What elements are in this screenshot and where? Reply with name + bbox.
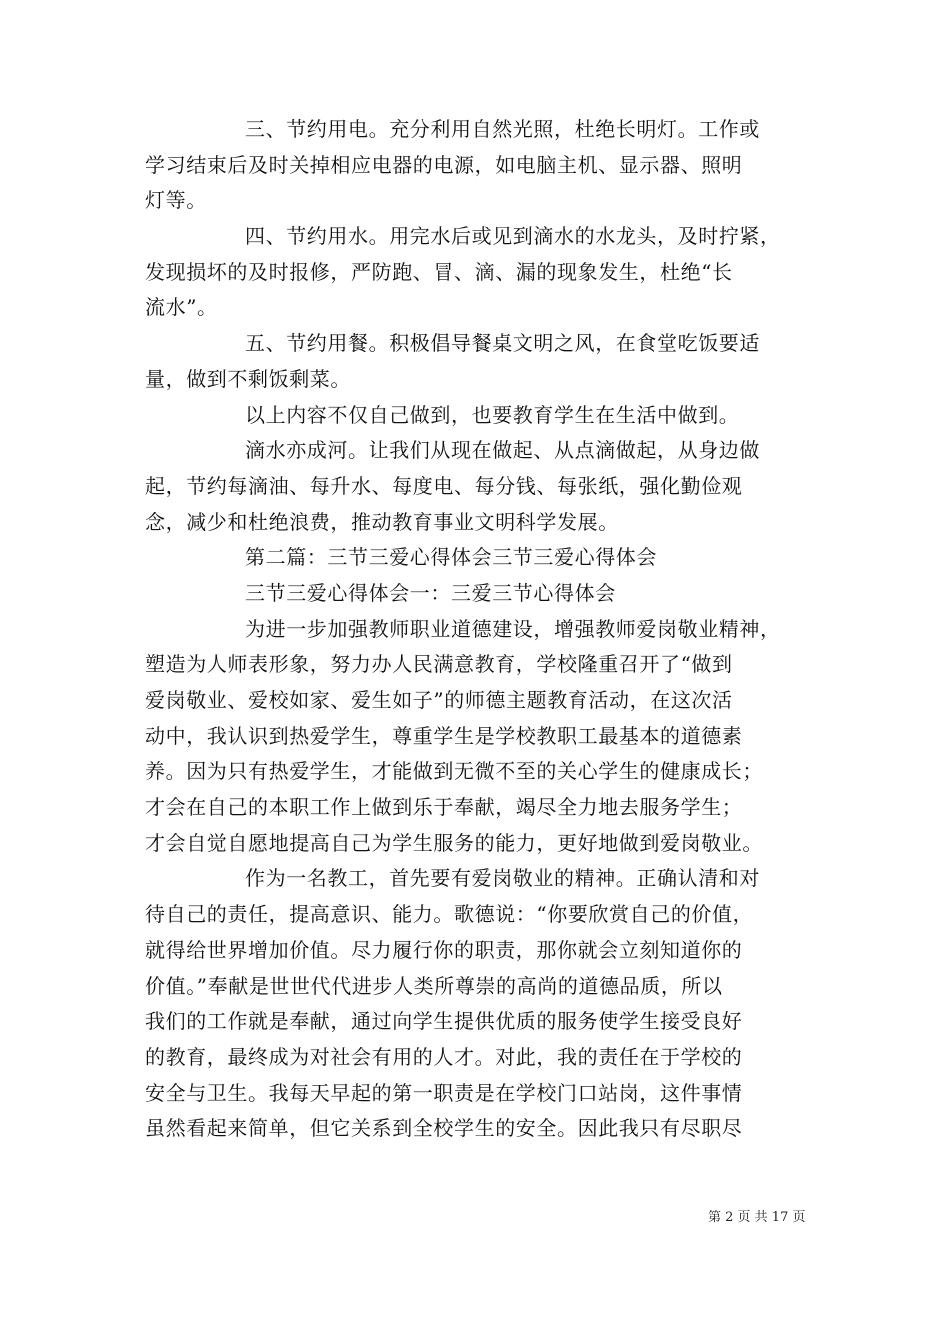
text-line: 灯等。 (145, 188, 207, 213)
text-line: 学习结束后及时关掉相应电器的电源，如电脑主机、显示器、照明 (145, 152, 743, 177)
text-line: 五、节约用餐。积极倡导餐桌文明之风，在食堂吃饭要适 (245, 331, 760, 356)
text-line: 念，减少和杜绝浪费，推动教育事业文明科学发展。 (145, 509, 619, 534)
text-line: 才会自觉自愿地提高自己为学生服务的能力，更好地做到爱岗敬业。 (145, 830, 763, 855)
text-line: 养。因为只有热爱学生，才能做到无微不至的关心学生的健康成长； (145, 759, 763, 784)
text-line: 作为一名教工，首先要有爱岗敬业的精神。正确认清和对 (245, 866, 760, 891)
text-line: 塑造为人师表形象，努力办人民满意教育，学校隆重召开了“做到 (145, 652, 733, 677)
text-line: 爱岗敬业、爱校如家、爱生如子”的师德主题教育活动，在这次活 (145, 688, 733, 712)
text-line: 第二篇：三节三爱心得体会三节三爱心得体会 (245, 545, 657, 570)
document-body (145, 112, 810, 1147)
text-line: 就得给世界增加价值。尽力履行你的职责，那你就会立刻知道你的 (145, 937, 743, 962)
text-line: 起，节约每滴油、每升水、每度电、每分钱、每张纸，强化勤俭观 (145, 473, 743, 498)
text-line: 三节三爱心得体会一：三爱三节心得体会 (245, 580, 616, 605)
text-line: 安全与卫生。我每天早起的第一职责是在学校门口站岗，这件事情 (145, 1080, 743, 1105)
text-line: 待自己的责任，提高意识、能力。歌德说：“你要欣赏自己的价值， (145, 902, 754, 927)
text-line: 四、节约用水。用完水后或见到滴水的水龙头，及时拧紧， (245, 224, 781, 249)
text-line: 的教育，最终成为对社会有用的人才。对此，我的责任在于学校的 (145, 1044, 743, 1069)
text-line: 我们的工作就是奉献，通过向学生提供优质的服务使学生接受良好 (145, 1009, 743, 1034)
text-line: 虽然看起来简单，但它关系到全校学生的安全。因此我只有尽职尽 (145, 1116, 743, 1141)
text-line: 量，做到不剩饭剩菜。 (145, 366, 351, 391)
text-line: 滴水亦成河。让我们从现在做起、从点滴做起，从身边做 (245, 438, 760, 463)
text-line: 流水”。 (145, 295, 218, 320)
text-line: 发现损坏的及时报修，严防跑、冒、滴、漏的现象发生，杜绝“长 (145, 259, 733, 284)
text-line: 动中，我认识到热爱学生，尊重学生是学校教职工最基本的道德素 (145, 723, 743, 748)
text-line: 价值。”奉献是世世代代进步人类所尊崇的高尚的道德品质，所以 (145, 973, 723, 998)
text-line: 为进一步加强教师职业道德建设，增强教师爱岗敬业精神， (245, 616, 781, 641)
text-line: 以上内容不仅自己做到，也要教育学生在生活中做到。 (245, 402, 740, 427)
text-line: 才会在自己的本职工作上做到乐于奉献，竭尽全力地去服务学生； (145, 795, 743, 820)
page-number-footer: 第 2 页 共 17 页 (708, 1210, 806, 1225)
text-line: 三、节约用电。充分利用自然光照，杜绝长明灯。工作或 (245, 117, 760, 141)
